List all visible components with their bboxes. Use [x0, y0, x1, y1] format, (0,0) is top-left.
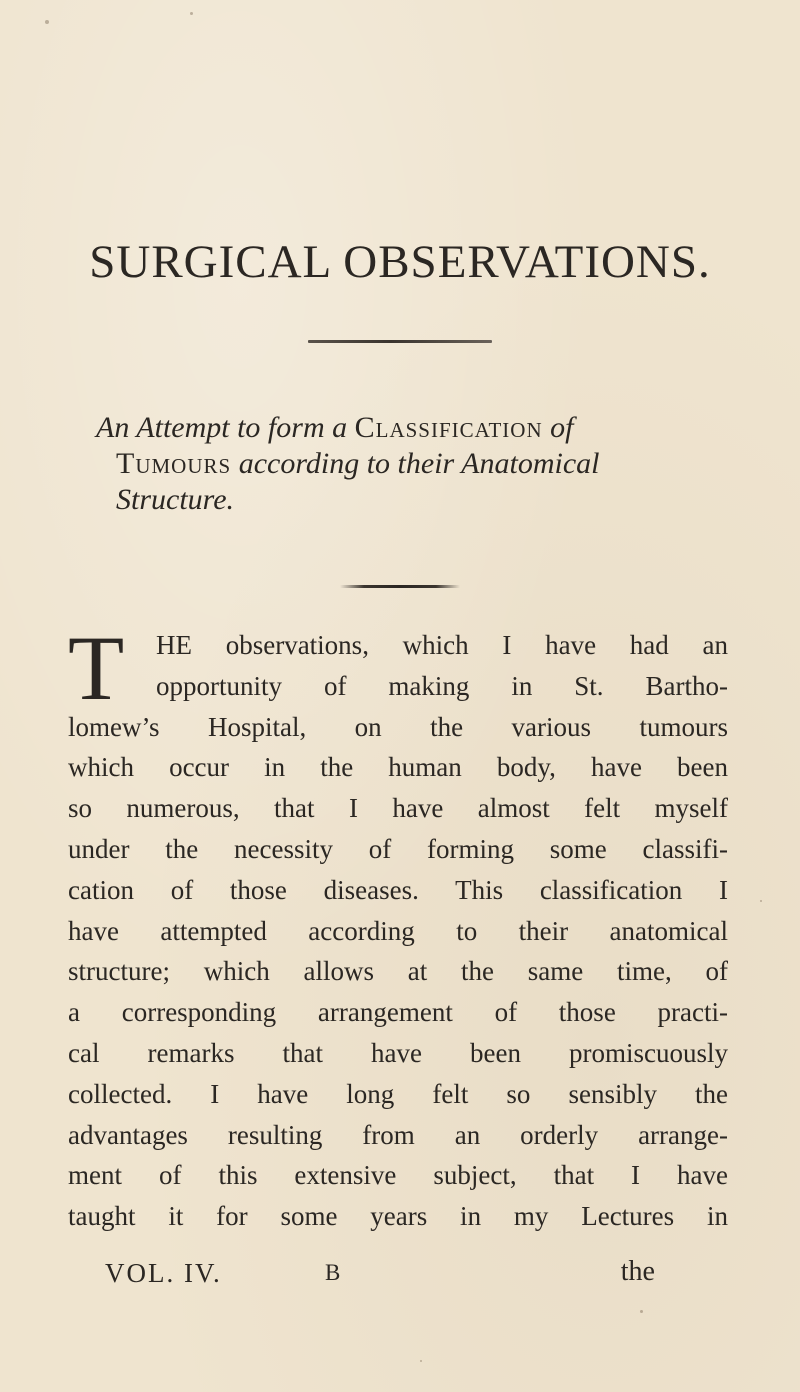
subtitle-line-1: An Attempt to form a Classification of	[96, 411, 574, 444]
body-line: under the necessity of forming some classifi-	[68, 833, 728, 864]
section-rule	[340, 585, 460, 588]
subtitle-line-2: Tumours according to their Anatomical	[116, 447, 600, 480]
body-line: so numerous, that I have almost felt myself	[68, 793, 728, 824]
body-line: cation of those diseases. This classification I	[68, 874, 728, 905]
body-paragraph	[68, 617, 728, 1237]
body-line: HE observations, which I have had an	[156, 630, 728, 660]
section-subtitle	[96, 410, 696, 518]
body-line: structure; which allows at the same time, of	[68, 956, 728, 987]
body-line: cal remarks that have been promiscuously	[68, 1037, 728, 1068]
body-line: lomew’s Hospital, on the various tumours	[68, 711, 728, 742]
body-line: which occur in the human body, have been	[68, 752, 728, 783]
catchword: the	[620, 1256, 655, 1287]
body-line: taught it for some years in my Lectures in	[68, 1201, 728, 1232]
body-line: ment of this extensive subject, that I have	[68, 1160, 728, 1191]
body-line: advantages resulting from an orderly arrange-	[68, 1119, 728, 1150]
page-footer	[105, 1256, 655, 1298]
page-title: SURGICAL OBSERVATIONS.	[89, 236, 711, 288]
drop-cap: T	[68, 617, 125, 719]
body-line: opportunity of making in St. Bartho-	[156, 670, 728, 701]
signature-mark: B	[325, 1260, 341, 1285]
body-line: have attempted according to their anatomical	[68, 915, 728, 946]
body-line: collected. I have long felt so sensibly the	[68, 1078, 728, 1109]
volume-label: VOL. IV.	[105, 1258, 222, 1288]
subtitle-line-3: Structure.	[116, 483, 235, 516]
body-line: a corresponding arrangement of those practi-	[68, 997, 728, 1028]
title-rule	[308, 340, 492, 343]
